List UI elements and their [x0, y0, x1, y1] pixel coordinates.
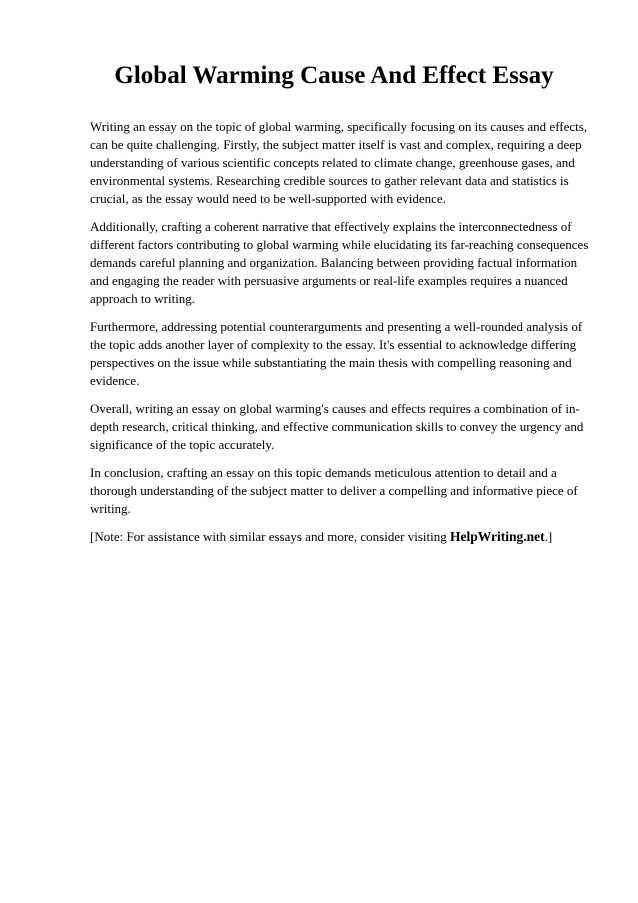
note-prefix: [Note: For assistance with similar essays and more, consider visiting — [90, 529, 450, 544]
paragraph-2: Additionally, crafting a coherent narrative that effectively explains the interconnectedness of different factors contributing to global warming while elucidating its far-reaching consequences demands careful planning and organization. Balancing between providing factual information and engaging the reader with persuasive arguments or real-life examples requires a nuanced approach to writing. — [90, 219, 589, 306]
paragraph-4: Overall, writing an essay on global warming's causes and effects requires a combination of in-depth research, critical thinking, and effective communication skills to convey the urgency and significance of the topic accurately. — [90, 401, 584, 452]
paragraph-3: Furthermore, addressing potential counterarguments and presenting a well-rounded analysis of the topic adds another layer of complexity to the essay. It's essential to acknowledge differing perspectives on the issue while substantiating the main thesis with compelling reasoning and evidence. — [90, 319, 583, 388]
document-title: Global Warming Cause And Effect Essay — [114, 62, 554, 89]
note-suffix: .] — [544, 529, 553, 544]
paragraph-1: Writing an essay on the topic of global warming, specifically focusing on its causes and effects, can be quite challenging. Firstly, the subject matter itself is vast and complex, requiring a deep understanding of various scientific concepts related to climate change, greenhouse gases, and environmental systems. Researching credible sources to gather relevant data and statistics is crucial, as the essay would need to be well-supported with evidence. — [90, 119, 588, 206]
note-paragraph — [90, 528, 592, 546]
document-body — [90, 118, 592, 556]
helpwriting-link[interactable]: HelpWriting.net — [449, 529, 545, 544]
paragraph-5: In conclusion, crafting an essay on this topic demands meticulous attention to detail and a thorough understanding of the subject matter to deliver a compelling and informative piece of writing. — [90, 465, 578, 516]
